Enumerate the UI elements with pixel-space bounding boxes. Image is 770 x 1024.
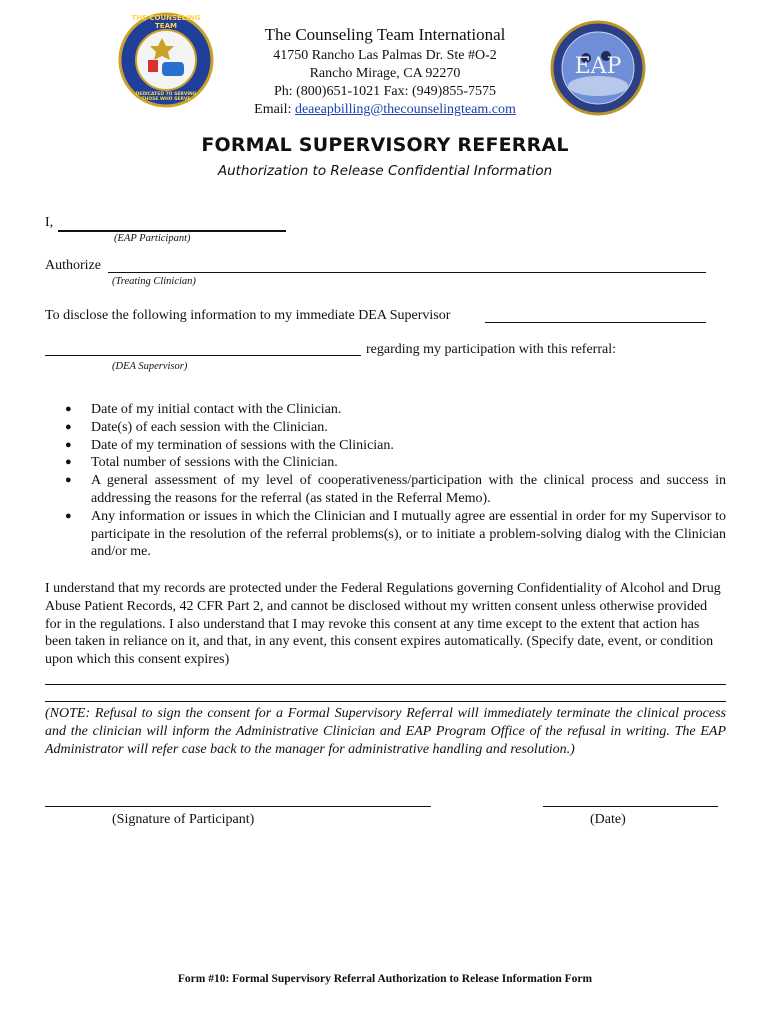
list-item: ● A general assessment of my level of cooperativeness/participation with the clinical process and success in addressing the reasons for the referral (as stated in the Referral Memo). <box>45 472 726 508</box>
participant-prefix: I, <box>45 215 54 230</box>
list-item: ● Any information or issues in which the Clinician and I mutually agree are essential in order for my Supervisor to participate in the resolution of the referral problems(s), or to initiate a problem-solving dialog with the Clinician and/or me. <box>45 508 726 561</box>
supervisor-name-field-continued[interactable] <box>45 355 361 356</box>
left-logo-text: THE COUNSELING TEAM <box>131 14 201 30</box>
header-block <box>200 24 570 119</box>
email-line <box>200 101 570 119</box>
form-footer: Form #10: Formal Supervisory Referral Authorization to Release Information Form <box>177 973 593 985</box>
participant-name-field[interactable] <box>58 230 286 232</box>
left-logo-motto: DEDICATED TO SERVING THOSE WHO SERVE <box>135 92 197 102</box>
authorize-label: Authorize <box>45 258 101 273</box>
signature-field[interactable] <box>45 806 431 807</box>
supervisor-caption: (DEA Supervisor) <box>112 361 188 372</box>
disclosure-list <box>45 401 726 561</box>
list-item: ● Date of my termination of sessions with the Clinician. <box>45 437 726 455</box>
date-field[interactable] <box>543 806 718 807</box>
supervisor-name-field[interactable] <box>485 322 706 323</box>
expiration-field-line-1[interactable] <box>45 684 726 685</box>
phone-fax: Ph: (800)651-1021 Fax: (949)855-7575 <box>273 84 497 99</box>
list-item: ● Total number of sessions with the Clinician. <box>45 454 726 472</box>
form-title: FORMAL SUPERVISORY REFERRAL <box>201 134 569 156</box>
list-item: ● Date(s) of each session with the Clinician. <box>45 419 726 437</box>
address-line-1: 41750 Rancho Las Palmas Dr. Ste #O-2 <box>273 48 497 63</box>
list-item: ● Date of my initial contact with the Clinician. <box>45 401 726 419</box>
eap-logo <box>550 20 646 116</box>
org-name: The Counseling Team International <box>264 25 506 44</box>
consent-paragraph: I understand that my records are protected under the Federal Regulations governing Confidentiality of Alcohol and Drug Abuse Patient Records, 42 CFR Part 2, and cannot be disclosed without my written consent unless otherwise provided for in the regulations. I also understand that I may revoke this consent at any time except to the extent that action has been taken in reliance on it, and that, in any event, this consent expires automatically. (Specify date, event, or condition upon which this consent expires) <box>45 581 721 668</box>
disclose-text: To disclose the following information to my immediate DEA Supervisor <box>45 308 451 323</box>
signature-caption: (Signature of Participant) <box>112 812 255 827</box>
address-line-2: Rancho Mirage, CA 92270 <box>309 66 461 81</box>
date-caption: (Date) <box>590 812 626 827</box>
clinician-caption: (Treating Clinician) <box>112 276 196 287</box>
email-link[interactable]: deaeapbilling@thecounselingteam.com <box>294 102 516 117</box>
regarding-text: regarding my participation with this referral: <box>366 342 616 357</box>
participant-caption: (EAP Participant) <box>114 233 191 244</box>
eap-logo-text: EAP <box>574 54 622 79</box>
form-subtitle: Authorization to Release Confidential Information <box>217 163 553 179</box>
refusal-note: (NOTE: Refusal to sign the consent for a Formal Supervisory Referral will immediately terminate the clinical process and the clinician will inform the Administrative Clinician and EAP Program Office of the refusal in writing. The EAP Administrator will refer case back to the manager for administrative handling and resolution.) <box>45 706 726 757</box>
expiration-field-line-2[interactable] <box>45 701 726 702</box>
email-label: Email: <box>254 102 295 117</box>
clinician-name-field[interactable] <box>108 272 706 273</box>
